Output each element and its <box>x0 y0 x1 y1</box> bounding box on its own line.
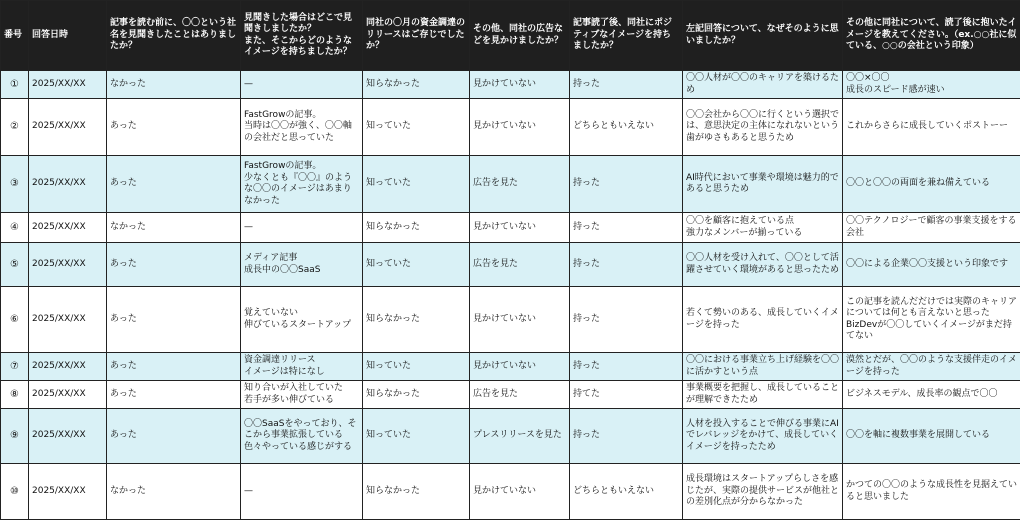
where-heard-cell: 覚えていない 伸びているスタートアップ <box>241 287 363 353</box>
funding-release-cell: 知らなかった <box>363 287 470 353</box>
header-response-date: 回答日時 <box>29 1 107 71</box>
ads-seen-cell: 見かけていない <box>470 464 570 520</box>
reason-cell: 〇〇人材を受け入れて、〇〇として活躍させていく環境があると思ったため <box>683 243 843 287</box>
other-image-cell: 〇〇と〇〇の両面を兼ね備えている <box>843 156 1020 213</box>
funding-release-cell: 知っていた <box>363 156 470 213</box>
where-heard-cell: — <box>241 213 363 243</box>
where-heard-cell: — <box>241 464 363 520</box>
reason-cell: 〇〇人材が〇〇のキャリアを築けるため <box>683 71 843 99</box>
other-image-cell: 〇〇テクノロジーで顧客の事業支援をする会社 <box>843 213 1020 243</box>
table-row <box>1 287 1020 353</box>
other-image-cell: ビジネスモデル、成長率の観点で〇〇 <box>843 381 1020 409</box>
heard-before-cell: なかった <box>107 213 241 243</box>
row-number: ① <box>1 71 29 99</box>
funding-release-cell: 知っていた <box>363 243 470 287</box>
header-other-image: その他に同社について、読了後に抱いたイメージを教えてください。（ex.○○社に似ている、○○の会社という印象） <box>843 1 1020 71</box>
table-row <box>1 156 1020 213</box>
funding-release-cell: 知っていた <box>363 409 470 464</box>
heard-before-cell: あった <box>107 353 241 381</box>
header-positive-image: 記事読了後、同社にポジティブなイメージを持ちましたか？ <box>570 1 683 71</box>
response-date: 2025/XX/XX <box>29 71 107 99</box>
heard-before-cell: あった <box>107 409 241 464</box>
where-heard-cell: 知り合いが入社していた 若手が多い伸びている <box>241 381 363 409</box>
response-date: 2025/XX/XX <box>29 99 107 156</box>
heard-before-cell: あった <box>107 381 241 409</box>
header-row <box>1 1 1020 71</box>
table-row <box>1 243 1020 287</box>
where-heard-cell: — <box>241 71 363 99</box>
funding-release-cell: 知らなかった <box>363 381 470 409</box>
reason-cell: 人材を投入することで伸びる事業にAIでレバレッジをかけて、成長していくイメージを持ったため <box>683 409 843 464</box>
response-date: 2025/XX/XX <box>29 353 107 381</box>
ads-seen-cell: 見かけていない <box>470 287 570 353</box>
other-image-cell: 〇〇による企業〇〇支援という印象です <box>843 243 1020 287</box>
row-number: ④ <box>1 213 29 243</box>
reason-cell: 〇〇における事業立ち上げ経験を〇〇に活かすという点 <box>683 353 843 381</box>
ads-seen-cell: 見かけていない <box>470 71 570 99</box>
funding-release-cell: 知らなかった <box>363 213 470 243</box>
funding-release-cell: 知っていた <box>363 353 470 381</box>
row-number: ② <box>1 99 29 156</box>
heard-before-cell: あった <box>107 287 241 353</box>
header-number: 番号 <box>1 1 29 71</box>
row-number: ⑨ <box>1 409 29 464</box>
row-number: ⑤ <box>1 243 29 287</box>
row-number: ⑩ <box>1 464 29 520</box>
table-row <box>1 213 1020 243</box>
positive-image-cell: 持った <box>570 243 683 287</box>
positive-image-cell: どちらともいえない <box>570 99 683 156</box>
response-date: 2025/XX/XX <box>29 156 107 213</box>
positive-image-cell: 持てた <box>570 381 683 409</box>
ads-seen-cell: 広告を見た <box>470 156 570 213</box>
header-heard-before: 記事を読む前に、〇〇という社名を見聞きしたことはありましたか？ <box>107 1 241 71</box>
reason-cell: AI時代において事業や環境は魅力的であると思うため <box>683 156 843 213</box>
header-funding-release: 同社の〇月の資金調達のリリースはご存じでしたか？ <box>363 1 470 71</box>
where-heard-cell: FastGrowの記事。 少なくとも『〇〇』のような〇〇のイメージはあまりなかった <box>241 156 363 213</box>
where-heard-cell: 〇〇SaaSをやっており、そこから事業拡張している色々やっている感じがする <box>241 409 363 464</box>
funding-release-cell: 知っていた <box>363 99 470 156</box>
where-heard-cell: メディア記事 成長中の〇〇SaaS <box>241 243 363 287</box>
positive-image-cell: 持った <box>570 409 683 464</box>
row-number: ③ <box>1 156 29 213</box>
funding-release-cell: 知らなかった <box>363 464 470 520</box>
ads-seen-cell: 広告を見た <box>470 381 570 409</box>
ads-seen-cell: 見かけていない <box>470 353 570 381</box>
other-image-cell: この記事を読んだだけでは実際のキャリアについては何とも言えないと思った BizDevが〇〇していくイメージがまだ持てない <box>843 287 1020 353</box>
response-date: 2025/XX/XX <box>29 464 107 520</box>
ads-seen-cell: プレスリリースを見た <box>470 409 570 464</box>
reason-cell: 成長環境はスタートアップらしさを感じたが、実際の提供サービスが他社との差別化点が分からなかった <box>683 464 843 520</box>
reason-cell: 〇〇会社から〇〇に行くという選択では、意思決定の主体になれないという歯がゆさもあると思うため <box>683 99 843 156</box>
funding-release-cell: 知らなかった <box>363 71 470 99</box>
row-number: ⑥ <box>1 287 29 353</box>
table-row <box>1 99 1020 156</box>
positive-image-cell: 持った <box>570 156 683 213</box>
ads-seen-cell: 見かけていない <box>470 213 570 243</box>
response-date: 2025/XX/XX <box>29 287 107 353</box>
table-row <box>1 71 1020 99</box>
other-image-cell: 〇〇を軸に複数事業を展開している <box>843 409 1020 464</box>
response-date: 2025/XX/XX <box>29 213 107 243</box>
reason-cell: 〇〇を顧客に抱えている点 強力なメンバーが揃っている <box>683 213 843 243</box>
heard-before-cell: あった <box>107 243 241 287</box>
other-image-cell: 漠然とだが、〇〇のような支援伴走のイメージを持った <box>843 353 1020 381</box>
table-row <box>1 381 1020 409</box>
heard-before-cell: なかった <box>107 71 241 99</box>
positive-image-cell: 持った <box>570 287 683 353</box>
row-number: ⑧ <box>1 381 29 409</box>
positive-image-cell: どちらともいえない <box>570 464 683 520</box>
row-number: ⑦ <box>1 353 29 381</box>
response-date: 2025/XX/XX <box>29 243 107 287</box>
response-date: 2025/XX/XX <box>29 381 107 409</box>
header-ads-seen: その他、同社の広告などを見かけましたか？ <box>470 1 570 71</box>
heard-before-cell: あった <box>107 99 241 156</box>
table-row <box>1 409 1020 464</box>
header-where-heard: 見聞きした場合はどこで見聞きしましたか？ また、そこからどのようなイメージを持ちましたか？ <box>241 1 363 71</box>
positive-image-cell: 持った <box>570 353 683 381</box>
reason-cell: 若くて勢いのある、成長していくイメージを持った <box>683 287 843 353</box>
other-image-cell: かつての〇〇のような成長性を見据えていると思いました <box>843 464 1020 520</box>
where-heard-cell: 資金調達リリース イメージは特になし <box>241 353 363 381</box>
table-row <box>1 464 1020 520</box>
other-image-cell: これからさらに成長していくポストーー <box>843 99 1020 156</box>
table-row <box>1 353 1020 381</box>
heard-before-cell: あった <box>107 156 241 213</box>
other-image-cell: 〇〇×〇〇 成長のスピード感が速い <box>843 71 1020 99</box>
ads-seen-cell: 見かけていない <box>470 99 570 156</box>
heard-before-cell: なかった <box>107 464 241 520</box>
reason-cell: 事業概要を把握し、成長していることが理解できたため <box>683 381 843 409</box>
ads-seen-cell: 広告を見た <box>470 243 570 287</box>
where-heard-cell: FastGrowの記事。 当時は〇〇が強く、〇〇軸の会社だと思っていた <box>241 99 363 156</box>
positive-image-cell: 持った <box>570 213 683 243</box>
header-reason: 左記回答について、なぜそのように思いましたか？ <box>683 1 843 71</box>
positive-image-cell: 持った <box>570 71 683 99</box>
response-date: 2025/XX/XX <box>29 409 107 464</box>
